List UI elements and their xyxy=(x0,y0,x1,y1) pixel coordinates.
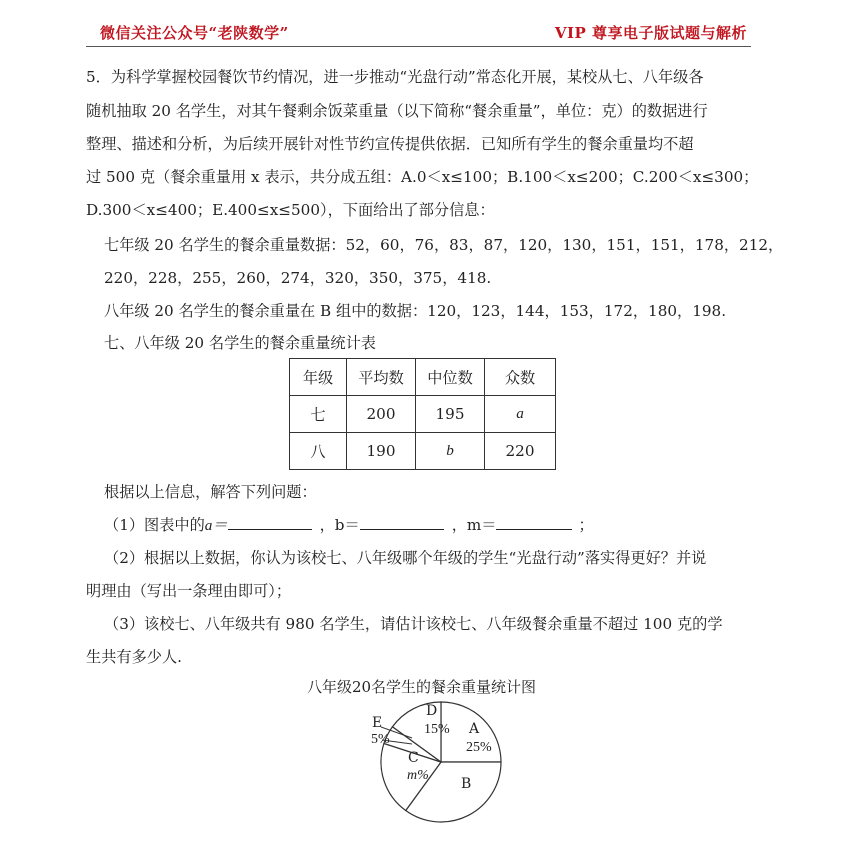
grade7-data-line-1: 七年级 20 名学生的餐余重量数据：52，60，76，83，87，120，130，151，151，178，212， xyxy=(104,236,784,254)
header-right: VIP 尊享电子版试题与解析 xyxy=(554,24,747,42)
pie-label-d: D xyxy=(426,703,438,719)
answer-a-label: a＝ xyxy=(204,517,228,534)
grade7-data-line-2: 220，228，255，260，274，320，350，375，418. xyxy=(104,269,492,287)
pie-label-b: B xyxy=(461,776,472,792)
answer-m-label: ，m＝ xyxy=(451,516,497,534)
table-header-cell: 中位数 xyxy=(416,359,485,396)
table-cell: 220 xyxy=(485,433,556,470)
table-cell: 195 xyxy=(416,396,485,433)
table-cell: 200 xyxy=(347,396,416,433)
tasks-intro: 根据以上信息，解答下列问题： xyxy=(104,483,317,501)
question-line-5: D.300＜x≤400；E.400≤x≤500），下面给出了部分信息： xyxy=(86,201,495,219)
question-line-2: 随机抽取 20 名学生，对其午餐剩余饭菜重量（以下简称“餐余重量”，单位：克）的数据进行 xyxy=(86,102,708,120)
table-cell: 190 xyxy=(347,433,416,470)
table-header-cell: 众数 xyxy=(485,359,556,396)
header-left: 微信关注公众号“老陕数学” xyxy=(100,24,289,42)
pie-value-c: m% xyxy=(407,768,429,783)
question-line-1: 5．为科学掌握校园餐饮节约情况，进一步推动“光盘行动”常态化开展，某校从七、八年级各 xyxy=(86,68,704,86)
pie-value-d: 15% xyxy=(424,722,450,737)
table-cell: b xyxy=(416,433,485,470)
answer-b-label: ，b＝ xyxy=(319,516,360,534)
pie-value-e: 5% xyxy=(371,732,390,747)
task-1-end: ； xyxy=(578,516,594,534)
pie-label-e: E xyxy=(372,715,383,731)
pie-chart-title: 八年级20名学生的餐余重量统计图 xyxy=(306,678,537,696)
table-header-cell: 年级 xyxy=(290,359,347,396)
table-cell: a xyxy=(485,396,556,433)
table-cell: 七 xyxy=(290,396,347,433)
pie-label-c: C xyxy=(408,750,419,766)
task-1-prefix: （1）图表中的 xyxy=(104,516,205,534)
table-cell: 八 xyxy=(290,433,347,470)
question-line-4: 过 500 克（餐余重量用 x 表示，共分成五组：A.0＜x≤100；B.100＜x≤200；C.200＜x≤300； xyxy=(86,168,759,186)
task-2-line-1: （2）根据以上数据，你认为该校七、八年级哪个年级的学生“光盘行动”落实得更好？并说 xyxy=(104,549,707,567)
table-caption: 七、八年级 20 名学生的餐余重量统计表 xyxy=(104,334,376,352)
grade8-b-group-data: 八年级 20 名学生的餐余重量在 B 组中的数据：120，123，144，153，172，180，198. xyxy=(104,302,727,320)
task-3-line-2: 生共有多少人. xyxy=(86,648,182,666)
task-2-line-2: 明理由（写出一条理由即可）； xyxy=(86,582,292,600)
task-3-line-1: （3）该校七、八年级共有 980 名学生，请估计该校七、八年级餐余重量不超过 100 克的学 xyxy=(104,615,723,633)
pie-label-a: A xyxy=(469,721,480,737)
pie-value-a: 25% xyxy=(466,740,492,755)
question-line-3: 整理、描述和分析，为后续开展针对性节约宣传提供依据．已知所有学生的餐余重量均不超 xyxy=(86,135,694,153)
table-header-cell: 平均数 xyxy=(347,359,416,396)
